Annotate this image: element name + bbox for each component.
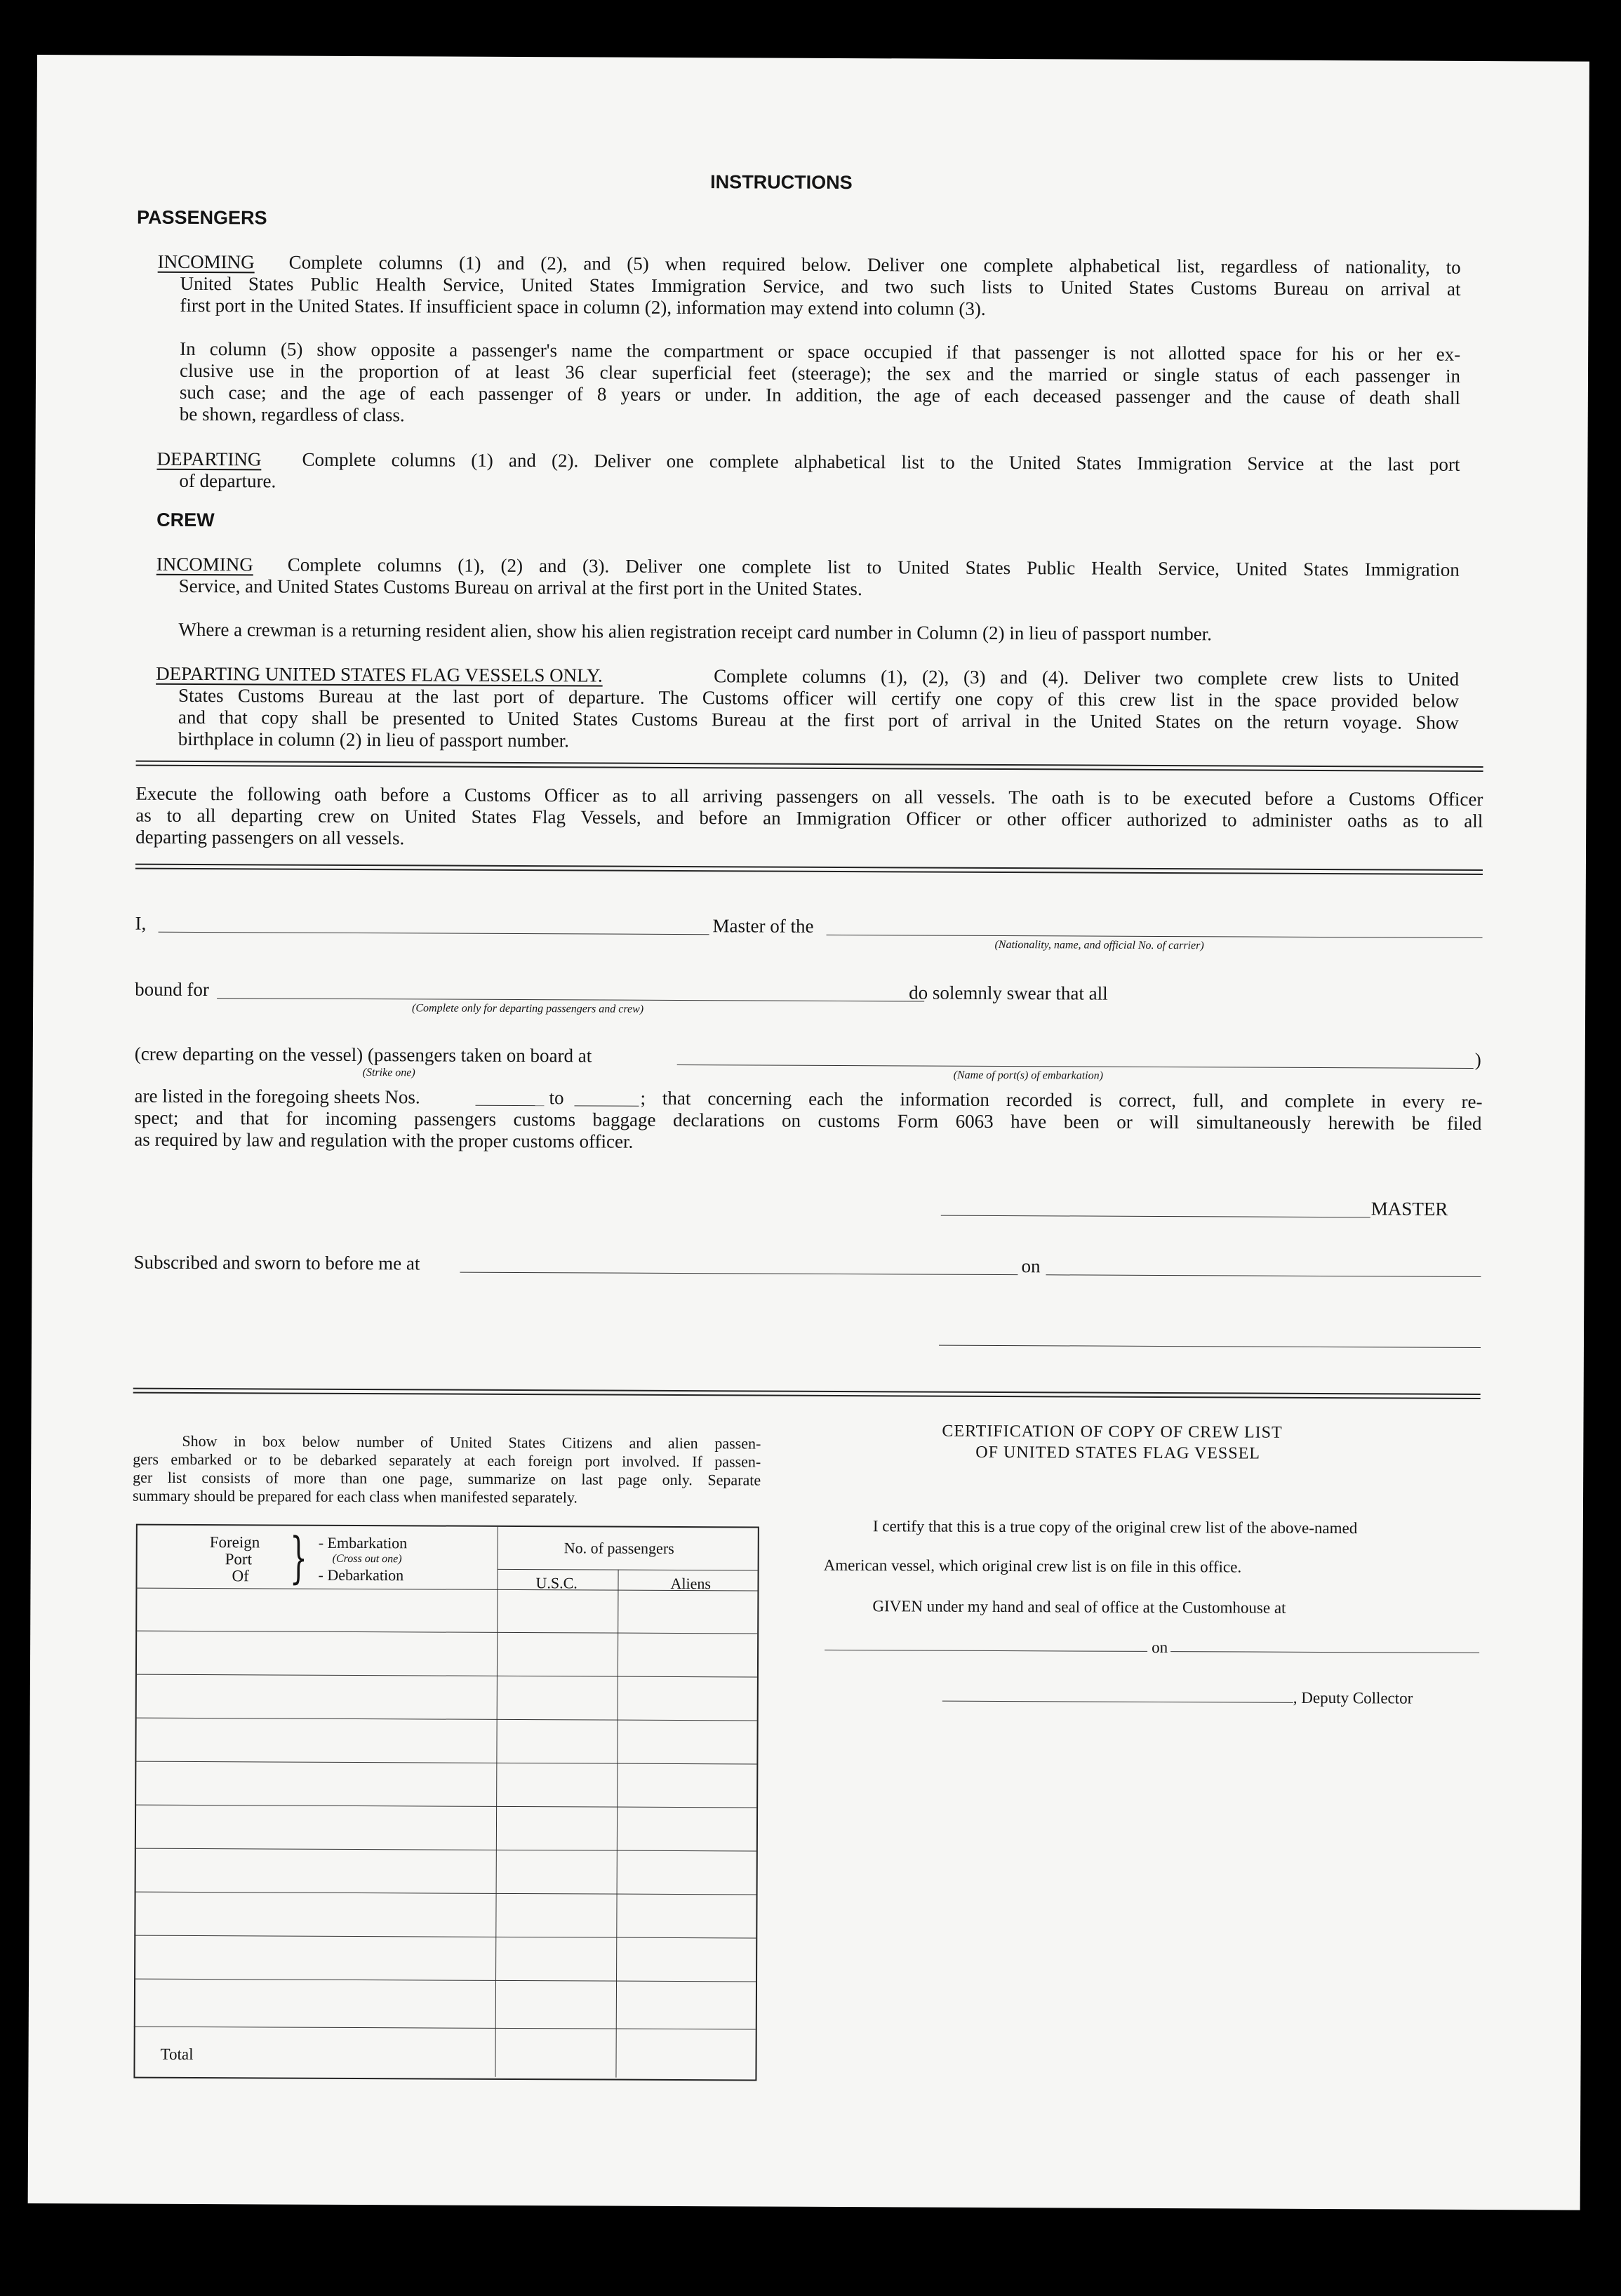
passengers-incoming-line1: Complete columns (1) and (2), and (5) when required below. Deliver one complete alphabetical list, regardless of nationality, to [288, 251, 1461, 278]
certification-line1: I certify that this is a true copy of the original crew list of the above-named [872, 1517, 1358, 1537]
listed-to-label: to [549, 1087, 564, 1109]
master-signature-field[interactable] [941, 1215, 1370, 1218]
summary-instructions-line1: Show in box below number of United States Citizens and alien passen- [182, 1431, 761, 1453]
instructions-heading: INSTRUCTIONS [710, 171, 853, 194]
passengers-departing-line1: Complete columns (1) and (2). Deliver one complete alphabetical list to the United States Immigration Service at the last port [302, 448, 1460, 475]
crew-incoming-line1: Complete columns (1), (2) and (3). Deliver one complete list to United States Public Health Service, United States Immigration [287, 554, 1460, 580]
certification-on-label: on [1152, 1638, 1168, 1657]
crew-alien-line: Where a crewman is a returning resident alien, show his alien registration receipt card number in Column (2) in lieu of passport number. [178, 618, 1213, 645]
embarkation-port-field[interactable] [677, 1064, 1474, 1069]
passenger-summary-table [133, 1524, 759, 2081]
listed-label: are listed in the foregoing sheets Nos. [134, 1085, 420, 1108]
strike-one-note: (Strike one) [362, 1067, 415, 1079]
customhouse-field[interactable] [825, 1650, 1147, 1652]
sheet-to-field[interactable] [574, 1105, 639, 1106]
crew-departing-line1: Complete columns (1), (2), (3) and (4). Deliver two complete crew lists to United [714, 665, 1460, 690]
carrier-field[interactable] [827, 935, 1483, 938]
foreign-label: Foreign [209, 1533, 260, 1551]
bound-for-label: bound for [135, 978, 209, 1001]
crew-title: CREW [156, 509, 215, 531]
of-label: Of [232, 1567, 249, 1585]
aliens-label: Aliens [670, 1574, 712, 1593]
total-label: Total [160, 2045, 194, 2063]
passengers-incoming-line2: United States Public Health Service, United States Immigration Service, and two such lists to United States Customs Bureau on arrival at [180, 272, 1461, 300]
oath-instructions-line1: Execute the following oath before a Customs Officer as to all arriving passengers on all vessels. The oath is to be executed before a Customs Officer [135, 782, 1483, 810]
certification-title-line1: CERTIFICATION OF COPY OF CREW LIST [942, 1422, 1283, 1442]
embarkation-port-note: (Name of port(s) of embarkation) [953, 1069, 1104, 1082]
summary-instructions-line4: summary should be prepared for each class when manifested separately. [132, 1486, 578, 1507]
crew-departing-line4: birthplace in column (2) in lieu of passport number. [178, 728, 569, 752]
oath-instructions-line2: as to all departing crew on United States Flag Vessels, and before an Immigration Officer or other officer authorized to administer oaths as to all [135, 804, 1483, 832]
sheet-from-field[interactable] [475, 1105, 544, 1106]
no-passengers-label: No. of passengers [563, 1539, 674, 1557]
bound-for-field[interactable] [217, 998, 924, 1001]
cross-out-note: (Cross out one) [332, 1552, 402, 1566]
embarkation-label: - Embarkation [318, 1533, 408, 1552]
sworn-on-label: on [1021, 1255, 1041, 1277]
deputy-collector-label: , Deputy Collector [1293, 1688, 1413, 1707]
crew-passengers-label: (crew departing on the vessel) (passengers taken on board at [134, 1043, 592, 1067]
close-paren: ) [1474, 1048, 1481, 1070]
sworn-place-field[interactable] [460, 1272, 1018, 1275]
listed-line1-end: ; that concerning each the information recorded is correct, full, and complete in every re- [640, 1087, 1483, 1113]
passengers-departing-label: DEPARTING [156, 448, 262, 470]
passengers-incoming-label: INCOMING [157, 251, 255, 273]
certification-line2: American vessel, which original crew list is on file in this office. [823, 1556, 1242, 1576]
summary-instructions-line3: ger list consists of more than one page, summarize on last page only. Separate [133, 1468, 761, 1489]
bound-for-note: (Complete only for departing passengers and crew) [412, 1002, 644, 1015]
master-of-label: Master of the [712, 915, 814, 937]
deputy-signature-field[interactable] [942, 1701, 1293, 1703]
crew-departing-line2: States Customs Bureau at the last port of departure. The Customs officer will certify one copy of this crew list in the space provided below [178, 684, 1460, 712]
swear-label: do solemnly swear that all [909, 982, 1108, 1004]
certification-line3: GIVEN under my hand and seal of office at the Customhouse at [872, 1597, 1286, 1617]
column5-line2: clusive use in the proportion of at least 36 clear superficial feet (steerage); the sex and the married or single status of each passenger in [179, 359, 1461, 387]
master-name-field[interactable] [159, 932, 709, 935]
master-label: MASTER [1370, 1198, 1448, 1220]
crew-departing-label: DEPARTING UNITED STATES FLAG VESSELS ONLY. [156, 662, 603, 686]
crew-incoming-label: INCOMING [156, 553, 253, 575]
crew-incoming-line2: Service, and United States Customs Bureau on arrival at the first port in the United States. [178, 575, 862, 600]
debarkation-label: - Debarkation [318, 1566, 404, 1584]
column5-line4: be shown, regardless of class. [179, 403, 405, 426]
certification-title-line2: OF UNITED STATES FLAG VESSEL [975, 1443, 1261, 1463]
passengers-title: PASSENGERS [136, 206, 267, 229]
brace-icon: } [289, 1526, 308, 1590]
officer-signature-field[interactable] [939, 1345, 1481, 1348]
subscribed-label: Subscribed and sworn to before me at [133, 1251, 420, 1274]
oath-i-label: I, [135, 912, 147, 934]
sworn-date-field[interactable] [1046, 1274, 1481, 1277]
oath-instructions-line3: departing passengers on all vessels. [135, 826, 405, 849]
port-label: Port [225, 1550, 253, 1568]
form-page [28, 55, 1589, 2210]
passengers-departing-line2: of departure. [179, 469, 276, 492]
certification-date-field[interactable] [1170, 1651, 1479, 1653]
summary-instructions-line2: gers embarked or to be debarked separately at each foreign port involved. If passen- [133, 1450, 761, 1471]
column5-line3: such case; and the age of each passenger of 8 years or under. In addition, the age of each deceased passenger and the cause of death shall [179, 381, 1460, 408]
usc-label: U.S.C. [535, 1574, 578, 1592]
column5-line1: In column (5) show opposite a passenger's name the compartment or space occupied if that passenger is not allotted space for his or her ex- [180, 338, 1461, 365]
listed-line3: as required by law and regulation with the proper customs officer. [134, 1128, 634, 1152]
listed-line2: spect; and that for incoming passengers customs baggage declarations on customs Form 6063 have been or will simultaneously herewith be filed [134, 1107, 1482, 1134]
carrier-note: (Nationality, name, and official No. of carrier) [994, 938, 1204, 952]
passengers-incoming-line3: first port in the United States. If insufficient space in column (2), information may extend into column (3). [180, 294, 986, 319]
crew-departing-line3: and that copy shall be presented to United States Customs Bureau at the first port of arrival in the United States on the return voyage. Show [178, 706, 1459, 733]
